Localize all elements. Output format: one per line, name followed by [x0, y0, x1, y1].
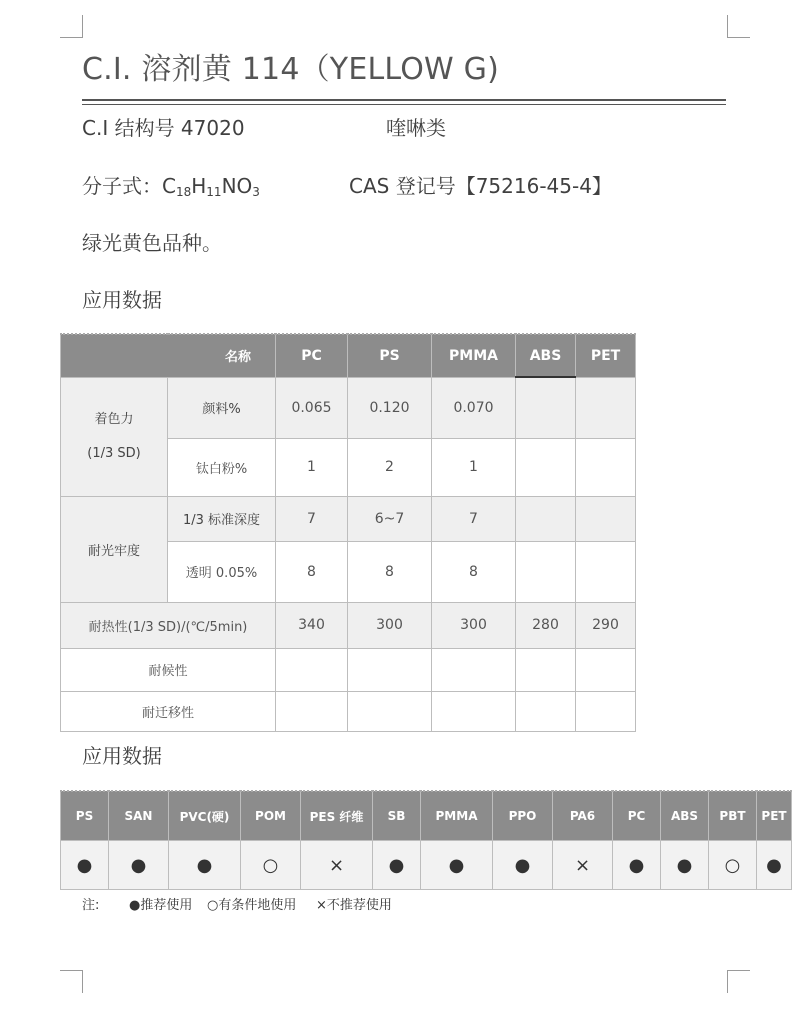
crop-mark-top-right [727, 15, 750, 38]
column-header: ABS [661, 791, 709, 841]
table-cell [576, 648, 636, 691]
table-cell [516, 377, 576, 438]
table-cell [348, 648, 432, 691]
column-header: PC [276, 334, 348, 377]
table-cell: 300 [348, 602, 432, 648]
suitability-symbol: ● [61, 841, 109, 890]
table-cell: 290 [576, 602, 636, 648]
tinting-strength-label: 着色力 (1/3 SD) [61, 377, 168, 496]
column-header: PS [61, 791, 109, 841]
suitability-symbol: × [301, 841, 373, 890]
table-cell: 0.065 [276, 377, 348, 438]
table-cell: 280 [516, 602, 576, 648]
column-header: PBT [709, 791, 757, 841]
table-row [61, 496, 636, 541]
column-header: PES 纤维 [301, 791, 373, 841]
note-label: 注: [82, 898, 100, 913]
column-header: ABS [516, 334, 576, 377]
suitability-symbol: ● [613, 841, 661, 890]
document-title: C.I. 溶剂黄 114（YELLOW G) [82, 52, 500, 87]
suitability-symbol: ● [493, 841, 553, 890]
crop-mark-top-left [60, 15, 83, 38]
column-header: PPO [493, 791, 553, 841]
row-label: 钛白粉% [168, 438, 276, 496]
table-header-row [61, 791, 792, 841]
row-label: 透明 0.05% [168, 541, 276, 602]
table-row [61, 377, 636, 438]
table-cell [276, 691, 348, 731]
table-cell: 300 [432, 602, 516, 648]
polymer-suitability-table [60, 790, 792, 890]
suitability-symbol: ● [109, 841, 169, 890]
column-header: PS [348, 334, 432, 377]
crop-mark-bottom-left [60, 970, 83, 993]
column-header: SAN [109, 791, 169, 841]
description: 绿光黄色品种。 [82, 231, 222, 255]
table-cell [516, 496, 576, 541]
column-header: PVC(硬) [169, 791, 241, 841]
suitability-symbol: ○ [709, 841, 757, 890]
table-cell: 8 [348, 541, 432, 602]
table-cell: 340 [276, 602, 348, 648]
header-name-cell: 名称 [61, 334, 276, 377]
table-cell [432, 648, 516, 691]
suitability-symbol: ○ [241, 841, 301, 890]
row-label: 颜料% [168, 377, 276, 438]
legend-recommended: ●推荐使用 [129, 898, 193, 913]
table-cell [348, 691, 432, 731]
legend-conditional: ○有条件地使用 [207, 898, 297, 913]
row-label: 耐热性(1/3 SD)/(℃/5min) [61, 602, 276, 648]
application-data-table [60, 333, 636, 732]
column-header: PA6 [553, 791, 613, 841]
suitability-symbol: ● [373, 841, 421, 890]
column-header: PC [613, 791, 661, 841]
suitability-symbol: ● [169, 841, 241, 890]
table-cell [576, 438, 636, 496]
table-row [61, 841, 792, 890]
table-cell [516, 691, 576, 731]
column-header: POM [241, 791, 301, 841]
suitability-symbol: × [553, 841, 613, 890]
column-header: SB [373, 791, 421, 841]
table-header-row [61, 334, 636, 377]
column-header: PET [576, 334, 636, 377]
row-label: 1/3 标准深度 [168, 496, 276, 541]
table-row [61, 602, 636, 648]
table-cell: 1 [432, 438, 516, 496]
table-cell: 0.070 [432, 377, 516, 438]
table-cell [516, 541, 576, 602]
title-rule-thin [82, 104, 726, 105]
title-rule-thick [82, 99, 726, 101]
section-title-application-data-2: 应用数据 [82, 744, 162, 768]
table-cell [516, 438, 576, 496]
table-row [61, 691, 636, 731]
suitability-symbol: ● [421, 841, 493, 890]
chemical-class: 喹啉类 [386, 116, 446, 140]
table-cell [432, 691, 516, 731]
table-cell [576, 496, 636, 541]
row-label: 耐候性 [61, 648, 276, 691]
legend-not-recommended: ×不推荐使用 [316, 898, 392, 913]
table-cell: 1 [276, 438, 348, 496]
column-header: PET [757, 791, 792, 841]
table-cell [516, 648, 576, 691]
table-cell: 0.120 [348, 377, 432, 438]
table-cell: 7 [432, 496, 516, 541]
column-header: PMMA [432, 334, 516, 377]
table-cell: 7 [276, 496, 348, 541]
table-cell [276, 648, 348, 691]
crop-mark-bottom-right [727, 970, 750, 993]
suitability-symbol: ● [661, 841, 709, 890]
section-title-application-data: 应用数据 [82, 288, 162, 312]
cas-number: CAS 登记号【75216-45-4】 [349, 174, 612, 198]
table-cell [576, 691, 636, 731]
table-cell [576, 541, 636, 602]
light-fastness-label: 耐光牢度 [61, 496, 168, 602]
table-cell: 8 [276, 541, 348, 602]
table-cell: 8 [432, 541, 516, 602]
row-label: 耐迁移性 [61, 691, 276, 731]
table-cell: 2 [348, 438, 432, 496]
table-row [61, 648, 636, 691]
suitability-symbol: ● [757, 841, 792, 890]
ci-structure-number: C.I 结构号 47020 [82, 116, 245, 140]
table-cell: 6~7 [348, 496, 432, 541]
column-header: PMMA [421, 791, 493, 841]
molecular-formula: 分子式：$C_{18}H_{11}NO_3$ [82, 174, 260, 199]
table-cell [576, 377, 636, 438]
